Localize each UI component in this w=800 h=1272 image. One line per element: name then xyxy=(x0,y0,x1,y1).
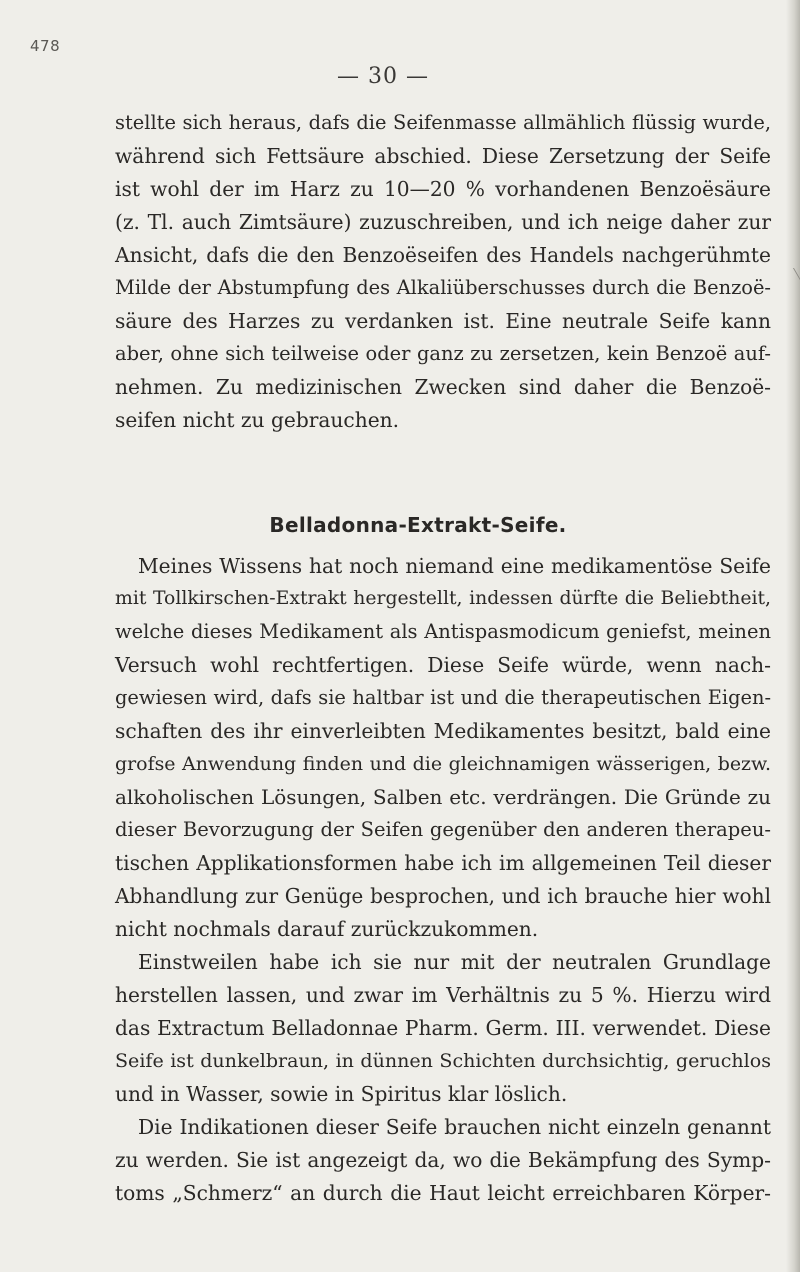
text-line: Milde der Abstumpfung des Alkaliüberschusses durch die Benzoë- xyxy=(115,276,771,299)
text-line: alkoholischen Lösungen, Salben etc. verdrängen. Die Gründe zu xyxy=(115,785,771,809)
text-line: Seife ist dunkelbraun, in dünnen Schichten durchsichtig, geruchlos xyxy=(115,1050,771,1072)
section-heading-text: Belladonna-Extrakt-Seife. xyxy=(269,513,567,537)
page-number xyxy=(0,64,800,89)
text-line: zu werden. Sie ist angezeigt da, wo die Bekämpfung des Symp- xyxy=(115,1148,771,1172)
scan-number: 478 xyxy=(30,37,61,55)
text-line: herstellen lassen, und zwar im Verhältnis zu 5 %. Hierzu wird xyxy=(115,983,771,1007)
text-line: mit Tollkirschen-Extrakt hergestellt, indessen dürfte die Beliebtheit, xyxy=(115,588,771,609)
text-line: stellte sich heraus, dafs die Seifenmasse allmählich flüssig wurde, xyxy=(115,111,771,134)
text-line: gewiesen wird, dafs sie haltbar ist und die therapeutischen Eigen- xyxy=(115,686,771,709)
text-line: aber, ohne sich teilweise oder ganz zu zersetzen, kein Benzoë auf- xyxy=(115,342,771,365)
text-line: Versuch wohl rechtfertigen. Diese Seife würde, wenn nach- xyxy=(115,653,771,677)
text-line: das Extractum Belladonnae Pharm. Germ. III. verwendet. Diese xyxy=(115,1016,771,1040)
text-line: säure des Harzes zu verdanken ist. Eine neutrale Seife kann xyxy=(115,309,771,333)
text-line: während sich Fettsäure abschied. Diese Zersetzung der Seife xyxy=(115,144,771,168)
text-line: (z. Tl. auch Zimtsäure) zuzuschreiben, und ich neige daher zur xyxy=(115,210,771,234)
text-line: nehmen. Zu medizinischen Zwecken sind daher die Benzoë- xyxy=(115,375,771,399)
text-line: seifen nicht zu gebrauchen. xyxy=(115,408,400,432)
text-line: ist wohl der im Harz zu 10—20 % vorhandenen Benzoësäure xyxy=(115,177,771,201)
text-line: grofse Anwendung finden und die gleichnamigen wässerigen, bezw. xyxy=(115,753,771,775)
text-line: Meines Wissens hat noch niemand eine medikamentöse Seife xyxy=(138,554,771,578)
text-line: Ansicht, dafs die den Benzoëseifen des Handels nachgerühmte xyxy=(115,243,771,267)
text-line: Einstweilen habe ich sie nur mit der neutralen Grundlage xyxy=(138,950,771,974)
page-edge-shadow xyxy=(786,0,800,1272)
text-line: schaften des ihr einverleibten Medikamentes besitzt, bald eine xyxy=(115,719,771,743)
text-line: toms „Schmerz“ an durch die Haut leicht erreichbaren Körper- xyxy=(115,1181,771,1205)
text-line: welche dieses Medikament als Antispasmodicum geniefst, meinen xyxy=(115,620,771,643)
text-line: tischen Applikationsformen habe ich im allgemeinen Teil dieser xyxy=(115,851,771,875)
section-heading xyxy=(0,513,800,537)
text-line: nicht nochmals darauf zurückzukommen. xyxy=(115,917,539,941)
text-line: dieser Bevorzugung der Seifen gegenüber den anderen therapeu- xyxy=(115,818,771,841)
text-line: Abhandlung zur Genüge besprochen, und ich brauche hier wohl xyxy=(115,884,771,908)
page-number-text: — 30 — xyxy=(337,64,429,89)
text-line: Die Indikationen dieser Seife brauchen nicht einzeln genannt xyxy=(138,1115,771,1139)
text-line: und in Wasser, sowie in Spiritus klar löslich. xyxy=(115,1082,568,1106)
